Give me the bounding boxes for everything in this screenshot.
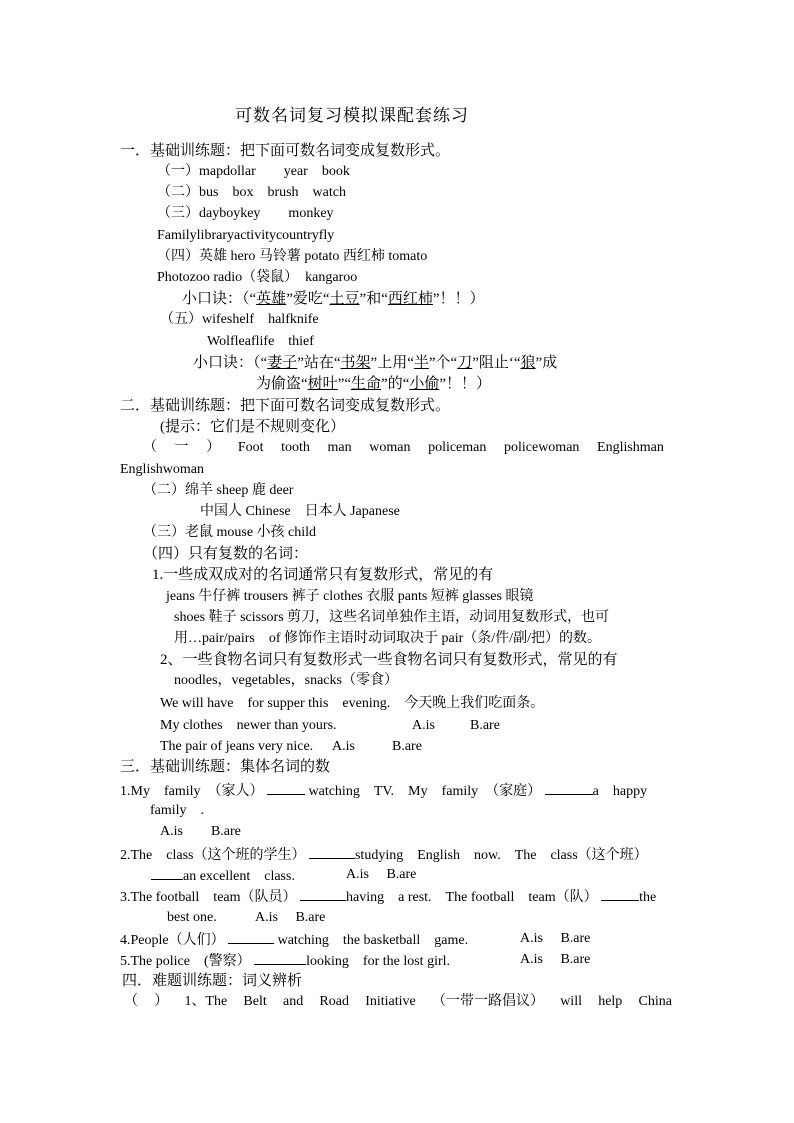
s3-question-2: [120, 844, 648, 866]
q2-text-c: an excellent class.: [183, 869, 295, 884]
option-b: B.are: [470, 718, 500, 733]
s2-point-1d: 用…pair/pairs of 修饰作主语时动词取决于 pair（条/件/副/把）的数。: [174, 631, 601, 646]
q2-text-b: studying English now. The class（这个班）: [354, 848, 648, 863]
answer-blank[interactable]: [228, 929, 274, 944]
s2-g1-word: （: [143, 440, 157, 455]
s2-g1-word: Englishman: [597, 440, 664, 455]
s2-point-2: 2、一些食物名词只有复数形式一些食物名词只有复数形式，常见的有: [160, 652, 618, 668]
s3-question-3: [120, 886, 656, 908]
s4-q1-word: and: [282, 994, 304, 1009]
q2-text-a: 2.The class（这个班的学生）: [120, 848, 306, 863]
rhyme-2b-part: ”的“: [381, 376, 410, 392]
rhyme-2-part: ”成: [535, 355, 558, 371]
s2-group-1: [143, 438, 664, 458]
s2-example-2-text: My clothes newer than yours.: [160, 718, 337, 733]
s4-q1-word: China: [638, 994, 672, 1009]
s2-g1-word: ）: [206, 440, 221, 455]
answer-blank[interactable]: [300, 886, 346, 901]
s2-group-2b: 中国人 Chinese 日本人 Japanese: [200, 504, 400, 519]
rhyme-1-word: 土豆: [329, 291, 360, 307]
s4-q1-word: （: [124, 994, 138, 1009]
s2-group-1b: Englishwoman: [120, 462, 204, 477]
rhyme-2b-word: 生命: [351, 376, 382, 392]
s3-question-1-options: A.is B.are: [160, 824, 241, 839]
s2-example-2: [160, 716, 500, 736]
s4-q1-word: ）: [154, 994, 169, 1009]
rhyme-2-word: 刀: [457, 355, 473, 371]
s2-example-3-text: The pair of jeans very nice.: [160, 739, 314, 754]
answer-blank[interactable]: [601, 886, 639, 901]
rhyme-2b-word: 树叶: [307, 376, 338, 392]
s2-g1-word: 一: [174, 440, 189, 455]
rhyme-1-part: ”爱吃“: [286, 291, 330, 307]
rhyme-2b-part: ”！！）: [439, 376, 492, 392]
s4-q1-word: help: [598, 994, 623, 1009]
answer-blank[interactable]: [309, 844, 355, 859]
s4-q1-word: （一带一路倡议）: [431, 994, 544, 1009]
answer-blank[interactable]: [267, 780, 305, 795]
q2-options: A.is B.are: [346, 867, 417, 882]
q1-text-b: watching TV. My family （家庭）: [308, 784, 542, 799]
s2-group-3: （三）老鼠 mouse 小孩 child: [143, 525, 317, 540]
rhyme-2-part: ”阻止‘“: [472, 355, 521, 371]
s3-question-5: [120, 950, 591, 972]
s2-g1-word: policeman: [428, 440, 487, 455]
s3-question-4: [120, 929, 591, 951]
s4-q1-word: 1、The: [184, 994, 228, 1009]
s3-question-1b: family .: [150, 803, 205, 818]
section-1-heading: 一．基础训练题：把下面可数名词变成复数形式。: [120, 143, 451, 159]
q5-options: A.is B.are: [520, 952, 591, 967]
page-title: 可数名词复习模拟课配套练习: [235, 106, 469, 125]
s2-point-1b: jeans 牛仔裤 trousers 裤子 clothes 衣服 pants 短裤 glasses 眼镜: [166, 589, 534, 604]
s4-q1-word: Road: [319, 994, 349, 1009]
s1-group-5b: Wolfleaflife thief: [207, 334, 314, 349]
q4-text-a: 4.People（人们）: [120, 933, 225, 948]
rhyme-1-part: 小口诀：（“: [182, 291, 257, 307]
s2-group-2: （二）绵羊 sheep 鹿 deer: [143, 483, 294, 498]
rhyme-2-part: 小口诀：（“: [193, 355, 268, 371]
q3-text-c: the: [639, 890, 657, 905]
rhyme-2b-part: 为偷盗“: [256, 376, 308, 392]
s2-g1-word: Foot: [237, 440, 264, 455]
s2-g1-word: man: [327, 440, 352, 455]
rhyme-2-line-2: [256, 374, 491, 394]
s2-example-1: We will have for supper this evening. 今天晚上我们吃面条。: [160, 696, 545, 711]
section-3-heading: 三．基础训练题：集体名词的数: [120, 759, 331, 775]
s3-question-2b: [151, 865, 417, 887]
q3-text-a: 3.The football team（队员）: [120, 890, 297, 905]
s3-question-1: [120, 780, 672, 802]
q3-text-b: having a rest. The football team（队）: [346, 890, 598, 905]
s2-point-1: 1.一些成双成对的名词通常只有复数形式，常见的有: [152, 567, 494, 583]
q4-options: A.is B.are: [520, 931, 591, 946]
s4-q1-word: Belt: [243, 994, 267, 1009]
rhyme-2-word: 半: [413, 355, 429, 371]
q3-options: A.is B.are: [255, 910, 326, 925]
rhyme-2: [193, 353, 557, 373]
rhyme-1-part: ”！！）: [432, 291, 485, 307]
option-a: A.is: [412, 718, 435, 733]
rhyme-2-part: ”站在“: [297, 355, 341, 371]
s2-g1-word: tooth: [281, 440, 310, 455]
q3-text-d: best one.: [167, 910, 217, 925]
rhyme-1: [182, 289, 485, 309]
rhyme-2-word: 狼: [520, 355, 536, 371]
s4-q1-word: Initiative: [365, 994, 416, 1009]
q5-text-b: looking for the lost girl.: [306, 954, 451, 969]
rhyme-1-word: 英雄: [256, 291, 287, 307]
q1-text-c: a happy: [592, 784, 648, 799]
s1-group-5: （五）wifeshelf halfknife: [160, 312, 319, 327]
q5-text-a: 5.The police (警察）: [120, 954, 251, 969]
rhyme-2-word: 妻子: [267, 355, 298, 371]
s2-hint: (提示：它们是不规则变化）: [160, 419, 345, 435]
rhyme-2b-part: ”“: [337, 376, 352, 392]
s2-g1-word: woman: [369, 440, 411, 455]
answer-blank[interactable]: [545, 780, 593, 795]
q1-text-a: 1.My family （家人）: [120, 784, 264, 799]
s1-group-2: （二）bus box brush watch: [157, 185, 346, 200]
q4-text-b: watching the basketball game.: [277, 933, 469, 948]
rhyme-2-word: 书架: [340, 355, 371, 371]
s1-group-4: （四）英雄 hero 马铃薯 potato 西红柿 tomato: [157, 249, 428, 264]
section-4-heading: 四．难题训练题：词义辨析: [122, 973, 303, 989]
rhyme-2-part: ”个“: [428, 355, 458, 371]
s3-question-3b: [167, 908, 326, 928]
s4-question-1: [124, 992, 672, 1012]
rhyme-1-word: 西红柿: [387, 291, 433, 307]
s2-example-3: [160, 737, 422, 757]
answer-blank[interactable]: [254, 950, 306, 965]
option-a: A.is: [332, 739, 355, 754]
s2-g1-word: policewoman: [503, 440, 580, 455]
option-b: B.are: [392, 739, 422, 754]
rhyme-1-part: ”和“: [359, 291, 388, 307]
s2-point-2b: noodles，vegetables，snacks（零食）: [174, 673, 398, 688]
answer-blank[interactable]: [151, 865, 183, 880]
s1-group-4b: Photozoo radio（袋鼠） kangaroo: [157, 270, 358, 285]
rhyme-2b-word: 小偷: [409, 376, 440, 392]
s1-group-3b: Familylibraryactivitycountryfly: [157, 228, 335, 243]
s2-group-4: （四）只有复数的名词：: [143, 546, 309, 562]
s1-group-3: （三）dayboykey monkey: [157, 206, 334, 221]
rhyme-2-part: ”上用“: [370, 355, 414, 371]
s2-point-1c: shoes 鞋子 scissors 剪刀，这些名词单独作主语，动词用复数形式，也可: [174, 610, 610, 625]
section-2-heading: 二．基础训练题：把下面可数名词变成复数形式。: [120, 398, 451, 414]
s1-group-1: （一）mapdollar year book: [157, 164, 350, 179]
s4-q1-word: will: [560, 994, 582, 1009]
